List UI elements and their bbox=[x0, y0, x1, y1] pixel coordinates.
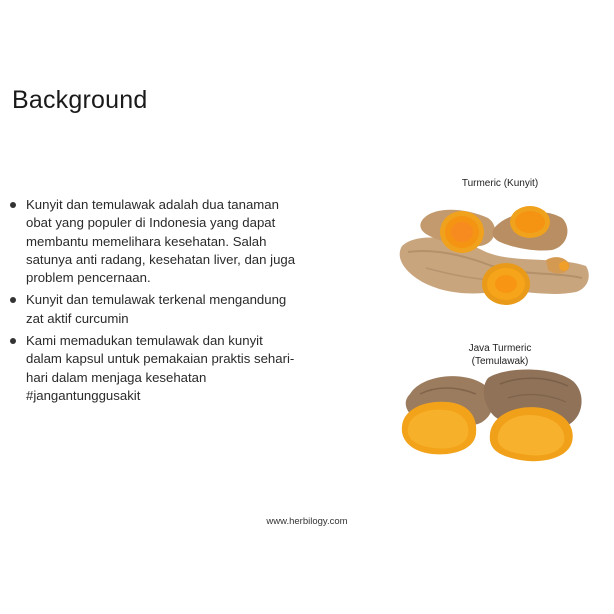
java-turmeric-image bbox=[396, 364, 586, 466]
bullet-list bbox=[8, 196, 300, 409]
java-turmeric-caption-line2: (Temulawak) bbox=[471, 356, 529, 367]
footer-website: www.herbilogy.com bbox=[266, 516, 348, 527]
java-turmeric-caption-line1: Java Turmeric bbox=[468, 343, 532, 354]
bullet-dot-icon bbox=[10, 202, 16, 208]
turmeric-roots-image bbox=[396, 196, 594, 318]
bullet-item bbox=[8, 332, 300, 405]
bullet-item bbox=[8, 291, 300, 328]
turmeric-caption: Turmeric (Kunyit) bbox=[461, 178, 539, 189]
bullet-dot-icon bbox=[10, 297, 16, 303]
bullet-item bbox=[8, 196, 300, 287]
slide-title: Background bbox=[12, 86, 148, 114]
bullet-dot-icon bbox=[10, 338, 16, 344]
bullet-text: Kunyit dan temulawak terkenal mengandung zat aktif curcumin bbox=[26, 292, 287, 326]
bullet-text: Kunyit dan temulawak adalah dua tanaman obat yang populer di Indonesia yang dapat membantu memelihara kesehatan. Salah satunya anti radang, kesehatan liver, dan juga problem pencernaan. bbox=[26, 197, 296, 286]
bullet-text: Kami memadukan temulawak dan kunyit dalam kapsul untuk pemakaian praktis sehari-hari dalam menjaga kesehatan #jangantunggusakit bbox=[26, 333, 295, 403]
